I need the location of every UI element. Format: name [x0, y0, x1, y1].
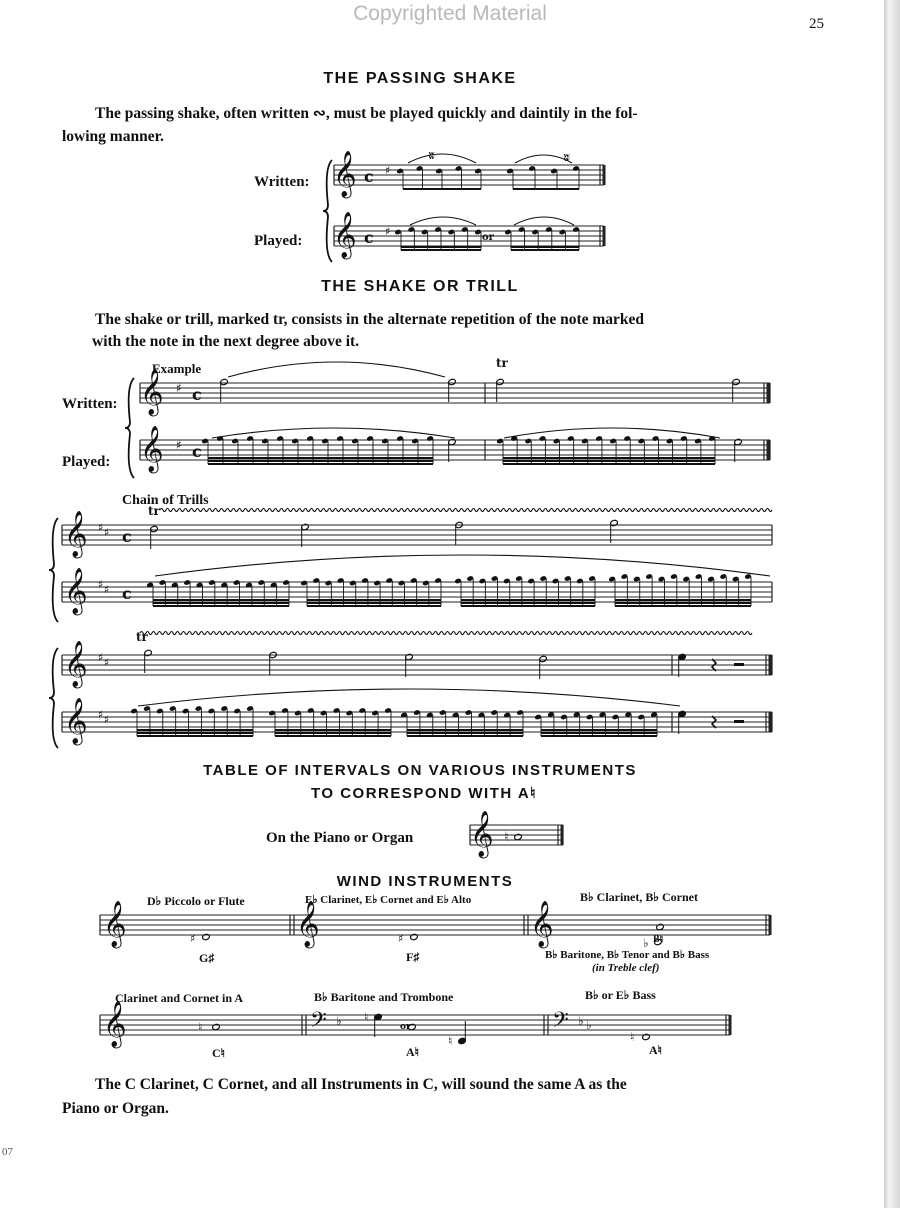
slur: [514, 217, 574, 225]
slur: [408, 154, 476, 163]
trill-written-label: Written:: [62, 396, 118, 412]
intervals-title-2: TO CORRESPOND WITH A♮: [310, 785, 538, 802]
brace: [49, 518, 58, 622]
natural-sign: ♮: [630, 1030, 635, 1044]
sharp-sign: ♯: [104, 526, 110, 539]
footer-text-2: Piano or Organ.: [62, 1100, 169, 1117]
passing-shake-text-2: lowing manner.: [62, 128, 164, 145]
treble-clef-icon: 𝄞: [64, 698, 88, 744]
note-head: [410, 933, 419, 940]
sharp-sign: ♯: [104, 713, 110, 726]
trill-played-label: Played:: [62, 454, 111, 470]
sharp-sign: ♯: [190, 932, 196, 945]
wind-r1-label-2: E♭ Clarinet, E♭ Cornet and E♭ Alto: [305, 894, 472, 906]
note-head: [202, 933, 211, 940]
treble-clef-icon: 𝄞: [140, 426, 164, 472]
sharp-sign: ♯: [398, 932, 404, 945]
sharp-sign: ♯: [176, 438, 182, 452]
trill-mark: tr: [136, 630, 148, 644]
slur: [410, 217, 476, 225]
passing-written-label: Written:: [254, 174, 310, 190]
trill-mark: tr: [148, 504, 160, 518]
slur: [212, 428, 455, 438]
time-signature: c: [192, 385, 202, 404]
note-head: [642, 1033, 651, 1040]
slur: [504, 428, 720, 438]
flat-sign: ♭: [643, 936, 649, 950]
treble-clef-icon: 𝄞: [103, 901, 127, 947]
treble-clef-icon: 𝄞: [64, 641, 88, 687]
treble-clef-icon: 𝄞: [140, 369, 164, 415]
half-rest-icon: [734, 720, 744, 723]
treble-clef-icon: 𝄞: [103, 1001, 127, 1047]
slur: [228, 362, 445, 377]
chain-of-trills-label: Chain of Trills: [122, 493, 209, 508]
wind-r2-note-2: A♮: [406, 1045, 419, 1059]
trill-wavy-line: [140, 632, 752, 635]
sharp-sign: ♯: [104, 583, 110, 596]
time-signature: c: [122, 527, 132, 546]
mordent-icon: ʬ: [563, 151, 571, 164]
page-edge: [884, 0, 900, 1208]
treble-clef-icon: 𝄞: [470, 811, 494, 857]
passing-shake-text-1: The passing shake, often written ∾, must be played quickly and daintily in the fol-: [95, 105, 638, 122]
trill-mark: tr: [496, 356, 508, 370]
wind-r2-note-1: C♮: [212, 1046, 225, 1060]
flat-sign: ♭: [586, 1018, 592, 1032]
flat-sign: ♭: [336, 1014, 342, 1028]
mordent-icon: ʬ: [428, 149, 436, 162]
wind-r1-extra-1: B♭ Baritone, B♭ Tenor and B♭ Bass: [545, 949, 710, 961]
flat-sign: ♭: [578, 1014, 584, 1028]
wind-r1-note-3: B♮: [653, 934, 664, 945]
treble-clef-icon: 𝄞: [333, 151, 357, 197]
sharp-sign: ♯: [385, 225, 391, 238]
wind-r2-note-3: A♮: [649, 1043, 662, 1057]
or-text: or: [400, 1022, 411, 1032]
wind-r2-label-2: B♭ Baritone and Trombone: [314, 990, 454, 1004]
passing-shake-title: THE PASSING SHAKE: [323, 70, 517, 87]
sharp-sign: ♯: [104, 656, 110, 669]
treble-clef-icon: 𝄞: [530, 901, 554, 947]
sharp-sign: ♯: [98, 521, 104, 534]
note-head: [654, 938, 663, 945]
slur: [138, 689, 680, 706]
sharp-sign: ♯: [98, 651, 104, 664]
trill-example-label: Example: [152, 361, 202, 376]
bass-clef-icon: 𝄢: [310, 1008, 327, 1038]
treble-clef-icon: 𝄞: [333, 212, 357, 258]
sharp-sign: ♯: [98, 708, 104, 721]
natural-sign: ♮: [198, 1020, 203, 1034]
sharp-sign: ♯: [385, 164, 391, 177]
time-signature: c: [364, 167, 374, 186]
brace: [49, 648, 58, 748]
wind-r1-label-3: B♭ Clarinet, B♭ Cornet: [580, 890, 698, 904]
wind-r1-note-2: F♯: [406, 950, 420, 964]
trill-title: THE SHAKE OR TRILL: [321, 278, 519, 295]
intervals-title-1: TABLE OF INTERVALS ON VARIOUS INSTRUMENTS: [203, 762, 637, 779]
treble-clef-icon: 𝄞: [64, 568, 88, 614]
treble-clef-icon: 𝄞: [64, 511, 88, 557]
page-number: 25: [809, 16, 824, 32]
wind-instruments-title: WIND INSTRUMENTS: [336, 873, 514, 890]
brace: [323, 160, 332, 262]
sharp-sign: ♯: [176, 381, 182, 395]
time-signature: c: [192, 442, 202, 461]
time-signature: c: [364, 228, 374, 247]
passing-played-label: Played:: [254, 233, 303, 249]
wind-r1-label-1: D♭ Piccolo or Flute: [147, 894, 245, 908]
brace: [125, 378, 134, 478]
piano-organ-label: On the Piano or Organ: [266, 830, 414, 846]
slur: [155, 555, 770, 576]
natural-sign: ♮: [448, 1034, 453, 1048]
time-signature: c: [122, 584, 132, 603]
treble-clef-icon: 𝄞: [296, 901, 320, 947]
footer-text-1: The C Clarinet, C Cornet, and all Instruments in C, will sound the same A as the: [95, 1076, 627, 1093]
trill-text-2: with the note in the next degree above it.: [92, 333, 360, 350]
wind-r2-label-3: B♭ or E♭ Bass: [585, 988, 656, 1002]
trill-text-1: The shake or trill, marked tr, consists in the alternate repetition of the note marked: [95, 311, 645, 328]
bass-clef-icon: 𝄢: [552, 1008, 569, 1038]
wind-r2-label-1: Clarinet and Cornet in A: [115, 991, 244, 1005]
wind-r1-extra-2: (in Treble clef): [592, 962, 660, 974]
trill-wavy-line: [160, 509, 772, 512]
natural-sign: ♮: [364, 1010, 369, 1024]
corner-mark: 07: [2, 1146, 13, 1158]
watermark: Copyrighted Material: [353, 2, 547, 25]
half-rest-icon: [734, 663, 744, 666]
wind-r1-note-1: G♯: [199, 951, 215, 965]
sharp-sign: ♯: [98, 578, 104, 591]
or-text: or: [482, 232, 494, 243]
natural-sign: ♮: [504, 830, 509, 845]
